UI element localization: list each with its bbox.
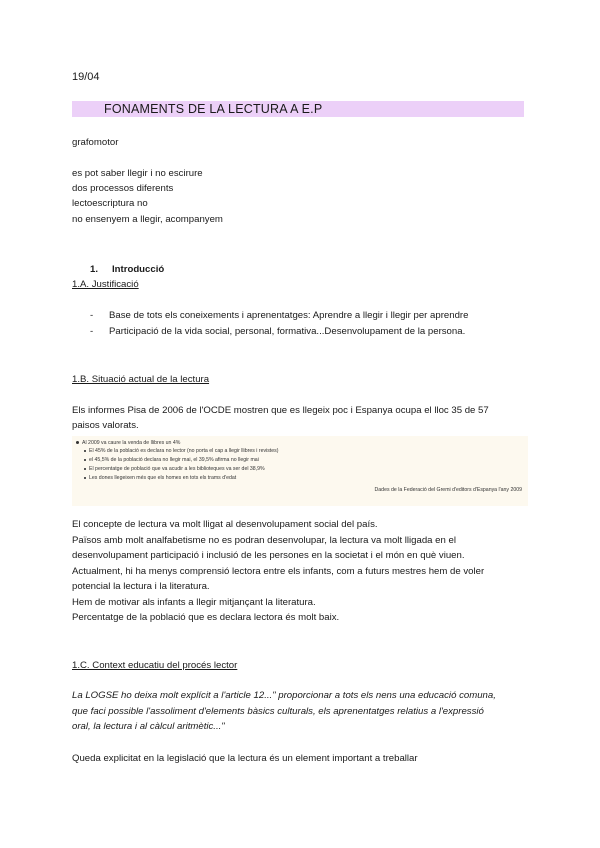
paragraph-line: Percentatge de la població que es declara lectora és molt baix. [72,612,340,623]
subsection-heading-1b: 1.B. Situació actual de la lectura [72,374,210,385]
paragraph-line: Hem de motivar als infants a llegir mitjançant la literatura. [72,597,316,608]
paragraph-line: Els informes Pisa de 2006 de l'OCDE mostren que es llegeix poc i Espanya ocupa el lloc 35 de 57 [72,405,489,416]
subsection-heading-1c: 1.C. Context educatiu del procés lector [72,660,238,671]
intro-line: no ensenyem a llegir, acompanyem [72,214,223,225]
paragraph-line: El concepte de lectura va molt lligat al desenvolupament social del país. [72,519,378,530]
section-list [72,262,164,277]
figure-line: Les dones llegeixen més que els homes en tots els trams d'edat [84,475,236,481]
closing-line: Queda explicitat en la legislació que la lectura és un element important a treballar [72,753,418,764]
figure-line: El 45% de la població es declara no lector (no porta el cap a llegir llibres i revistes) [84,448,278,454]
list-item-text: Participació de la vida social, personal, formativa...Desenvolupament de la persona. [109,325,466,337]
quote-line: oral, la lectura i al càlcul aritmètic..." [72,721,225,732]
statistics-figure [72,436,528,506]
list-item: - Participació de la vida social, personal, formativa...Desenvolupament de la persona. [90,324,468,340]
figure-source: Dades de la Federació del Gremi d'editors d'Espanya l'any 2009 [374,487,522,493]
section-title: Introducció [112,264,165,275]
quote-line: que faci possible l'assoliment d'elements bàsics culturals, els aprenentatges relatius a l'expressió [72,706,484,717]
paragraph-line: desenvolupament participació i inclusió de les persones en la societat i el món en què viuen. [72,550,465,561]
justification-list [90,308,468,339]
paragraph-line: potencial la lectura i la literatura. [72,581,210,592]
paragraph-line: Països amb molt analfabetisme no es podran desenvolupar, la lectura va molt lligada en el [72,535,456,546]
date: 19/04 [72,71,100,83]
quote-line: La LOGSE ho deixa molt explícit a l'article 12..." proporcionar a tots els nens una educació comuna, [72,690,496,701]
intro-line: dos processos diferents [72,183,174,194]
list-item-text: Base de tots els coneixements i aprenentatges: Aprendre a llegir i llegir per aprendre [109,310,469,321]
figure-line: El percentatge de població que va acudir a les biblioteques va ser del 38,9% [84,466,265,472]
page-title: FONAMENTS DE LA LECTURA A E.P [104,102,323,116]
figure-line: Al 2009 va caure la venda de llibres un 4% [76,440,180,446]
subsection-heading-1a: 1.A. Justificació [72,279,139,290]
paragraph-line: paisos valorats. [72,420,139,431]
intro-line: grafomotor [72,137,119,148]
section-1-heading [72,262,164,277]
section-number: 1. [90,264,99,275]
intro-line: lectoescriptura no [72,198,148,209]
paragraph-line: Actualment, hi ha menys comprensió lectora entre els infants, com a futurs mestres hem de voler [72,566,485,577]
figure-line: el 45,5% de la població declara no llegir mai, el 39,5% afirma no llegir mai [84,457,259,463]
list-item: - Base de tots els coneixements i aprenentatges: Aprendre a llegir i llegir per aprendre [90,308,468,324]
intro-line: es pot saber llegir i no escirure [72,168,203,179]
